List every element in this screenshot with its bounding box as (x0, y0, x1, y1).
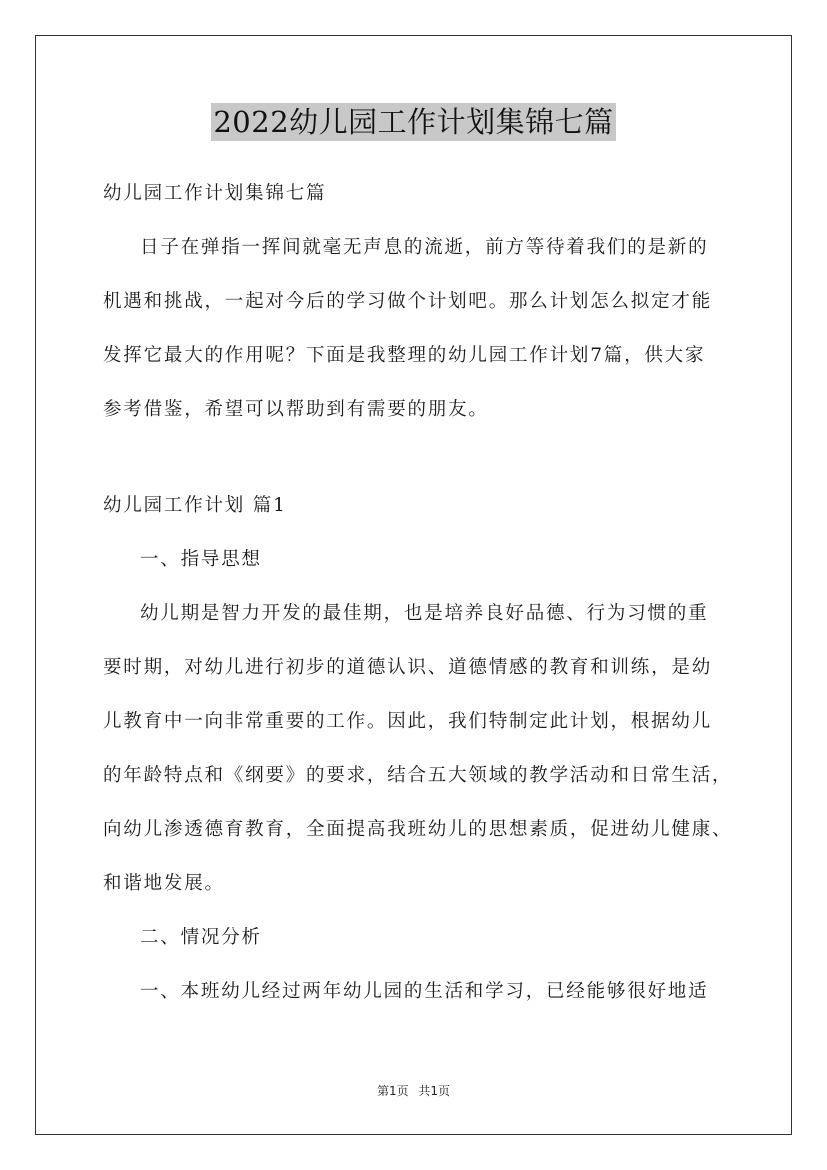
intro-line: 机遇和挑战，一起对今后的学习做个计划吧。那么计划怎么拟定才能 (103, 291, 713, 312)
page-total: 共1页 (418, 1084, 451, 1098)
part1-line: 和谐地发展。 (103, 873, 225, 894)
intro-line: 发挥它最大的作用呢？下面是我整理的幼儿园工作计划7篇，供大家 (103, 345, 706, 366)
intro-line: 日子在弹指一挥间就毫无声息的流逝，前方等待着我们的是新的 (140, 237, 709, 258)
part1-line: 儿教育中一向非常重要的工作。因此，我们特制定此计划，根据幼儿 (103, 711, 713, 732)
part2-heading (103, 919, 743, 957)
page-number: 第1页 (376, 1084, 409, 1098)
part1-line: 要时期，对幼儿进行初步的道德认识、道德情感的教育和训练，是幼 (103, 657, 713, 678)
part2-heading-text: 二、情况分析 (140, 927, 262, 948)
subtitle-line: 幼儿园工作计划集锦七篇 (103, 183, 327, 204)
part1-line: 向幼儿渗透德育教育，全面提高我班幼儿的思想素质，促进幼儿健康、 (103, 819, 733, 840)
part1-line: 幼儿期是智力开发的最佳期，也是培养良好品德、行为习惯的重 (140, 603, 709, 624)
document-subtitle (103, 175, 743, 213)
page-footer (0, 1082, 827, 1099)
title-container (0, 103, 827, 141)
part2-paragraph (103, 973, 743, 1011)
intro-line: 参考借鉴，希望可以帮助到有需要的朋友。 (103, 399, 489, 420)
document-title: 2022幼儿园工作计划集锦七篇 (213, 105, 614, 139)
part2-line: 一、本班幼儿经过两年幼儿园的生活和学习，已经能够很好地适 (140, 981, 709, 1002)
part1-heading-text: 一、指导思想 (140, 549, 262, 570)
part1-heading (103, 541, 743, 579)
document-body (103, 175, 743, 1011)
part1-line: 的年龄特点和《纲要》的要求，结合五大领域的教学活动和日常生活， (103, 765, 733, 786)
intro-paragraph (103, 229, 743, 429)
part1-paragraph (103, 595, 743, 903)
section-heading-text: 幼儿园工作计划 篇1 (103, 495, 287, 516)
section-heading (103, 487, 743, 525)
